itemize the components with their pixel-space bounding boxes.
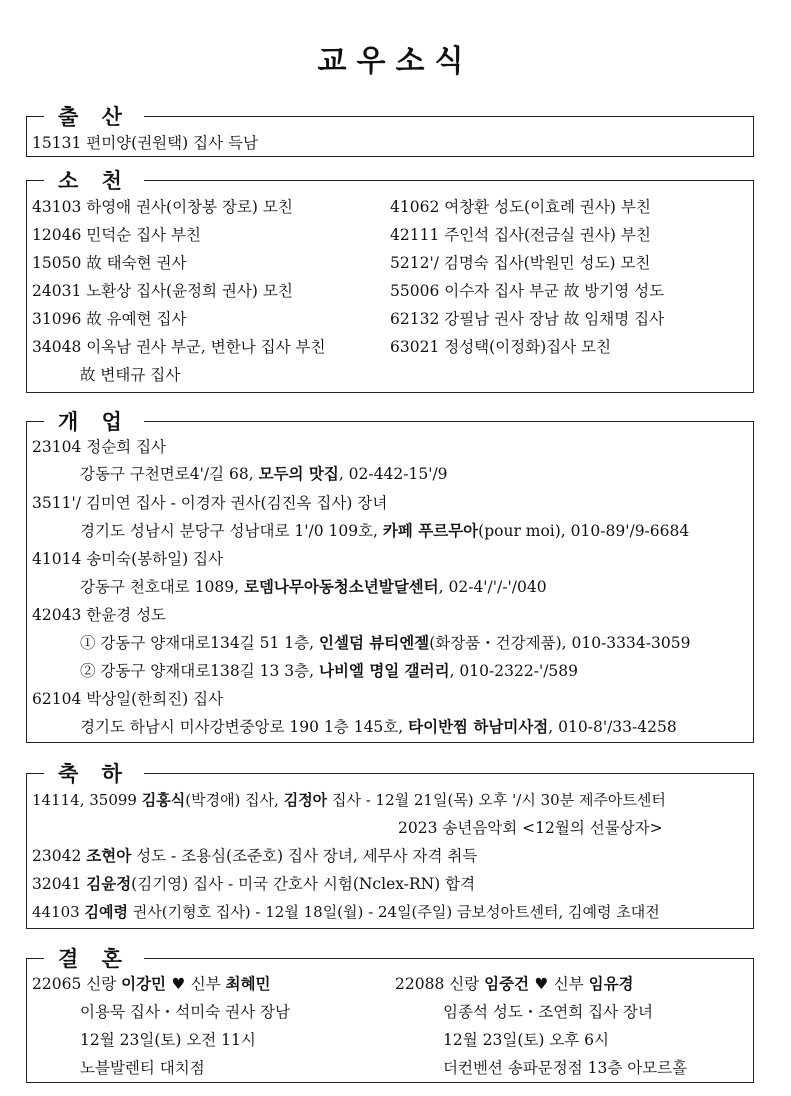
heart-icon: ♥ — [529, 974, 554, 993]
wedding-detail: 이용묵 집사・석미숙 권사 장남 — [80, 1003, 290, 1021]
wedding-couple: 22088 신랑 임중건 ♥ 신부 임유경 — [395, 974, 634, 993]
wedding-detail: 더컨벤션 송파문정점 13층 아모르홀 — [443, 1059, 688, 1077]
condolence-item: 31096 故 유예현 집사 — [32, 310, 187, 328]
opening-entry-head: 62104 박상일(한희진) 집사 — [32, 690, 224, 708]
condolence-item: 42111 주인석 집사(전금실 권사) 부친 — [390, 226, 651, 244]
congrats-label: 축 하 — [44, 760, 144, 788]
opening-entry-address: 경기도 하남시 미사강변중앙로 190 1층 145호, 타이반찜 하남미사점, 010-8'/33-4258 — [80, 717, 677, 736]
congrats-item: 44103 김예령 권사(기형호 집사) - 12월 18일(월) - 24일(주일) 금보성아트센터, 김예령 초대전 — [32, 903, 660, 921]
opening-entry-head: 23104 정순희 집사 — [32, 438, 167, 456]
condolence-item: 43103 하영애 권사(이창봉 장로) 모친 — [32, 198, 293, 216]
birth-label: 출 산 — [44, 103, 144, 131]
opening-entry-address: ② 강동구 양재대로138길 13 3층, 나비엘 명일 갤러리, 010-2322-'/589 — [80, 661, 579, 680]
wedding-detail: 노블발렌티 대치점 — [80, 1059, 205, 1077]
business-name: 타이반찜 하남미사점 — [408, 717, 549, 736]
business-name: 나비엘 명일 갤러리 — [319, 661, 450, 680]
opening-entry-address: 강동구 구천면로4'/길 68, 모두의 맛집, 02-442-15'/9 — [80, 464, 448, 483]
opening-entry-head: 41014 송미숙(봉하일) 집사 — [32, 550, 224, 568]
business-name: 모두의 맛집 — [258, 464, 339, 483]
business-name: 인셀덤 뷰티엔젤 — [319, 633, 430, 652]
heart-icon: ♥ — [166, 974, 191, 993]
opening-entry-address: ① 강동구 양재대로134길 51 1층, 인셀덤 뷰티엔젤(화장품・건강제품), 010-3334-3059 — [80, 633, 691, 652]
opening-entry-head: 3511'/ 김미연 집사 - 이경자 권사(김진옥 집사) 장녀 — [32, 494, 388, 512]
birth-item: 15131 편미양(권원택) 집사 득남 — [32, 134, 258, 152]
condolence-item: 故 변태규 집사 — [80, 366, 181, 384]
congrats-item: 2023 송년음악회 <12월의 선물상자> — [398, 819, 663, 837]
condolence-item: 5212'/ 김명숙 집사(박원민 성도) 모친 — [390, 254, 651, 272]
condolence-item: 15050 故 태숙현 권사 — [32, 254, 187, 272]
condolence-item: 24031 노환상 집사(윤정희 권사) 모친 — [32, 282, 293, 300]
business-name: 카페 푸르무아 — [382, 521, 479, 540]
condolence-item: 34048 이옥남 권사 부군, 변한나 집사 부친 — [32, 338, 326, 356]
wedding-detail: 12월 23일(토) 오전 11시 — [80, 1031, 256, 1049]
congrats-item: 23042 조현아 성도 - 조용심(조준호) 집사 장녀, 세무사 자격 취득 — [32, 846, 478, 865]
wedding-detail: 임종석 성도・조연희 집사 장녀 — [443, 1003, 653, 1021]
opening-label: 개 업 — [44, 408, 144, 436]
condolence-item: 55006 이수자 집사 부군 故 방기영 성도 — [390, 282, 665, 300]
wedding-detail: 12월 23일(토) 오후 6시 — [443, 1031, 610, 1049]
condolence-item: 41062 여창환 성도(이효례 권사) 부친 — [390, 198, 651, 216]
business-name: 로뎀나무아동청소년발달센터 — [243, 577, 439, 596]
congrats-item: 14114, 35099 김홍식(박경애) 집사, 김정아 집사 - 12월 21일(목) 오후 '/시 30분 제주아트센터 — [32, 791, 666, 809]
condolence-item: 12046 민덕순 집사 부친 — [32, 226, 201, 244]
page-title: 교우소식 — [317, 44, 474, 79]
condolence-label: 소 천 — [44, 167, 144, 195]
congrats-item: 32041 김윤정(김기영) 집사 - 미국 간호사 시험(Nclex-RN) 합격 — [32, 874, 476, 893]
wedding-couple: 22065 신랑 이강민 ♥ 신부 최혜민 — [32, 974, 271, 993]
condolence-item: 62132 강필남 권사 장남 故 임채명 집사 — [390, 310, 665, 328]
wedding-label: 결 혼 — [44, 945, 144, 973]
condolence-item: 63021 정성택(이정화)집사 모친 — [390, 338, 611, 356]
opening-entry-address: 경기도 성남시 분당구 성남대로 1'/0 109호, 카페 푸르무아(pour moi), 010-89'/9-6684 — [80, 521, 690, 540]
opening-entry-address: 강동구 천호대로 1089, 로뎀나무아동청소년발달센터, 02-4'/'/-'/040 — [80, 577, 547, 596]
opening-entry-head: 42043 한윤경 성도 — [32, 606, 167, 624]
